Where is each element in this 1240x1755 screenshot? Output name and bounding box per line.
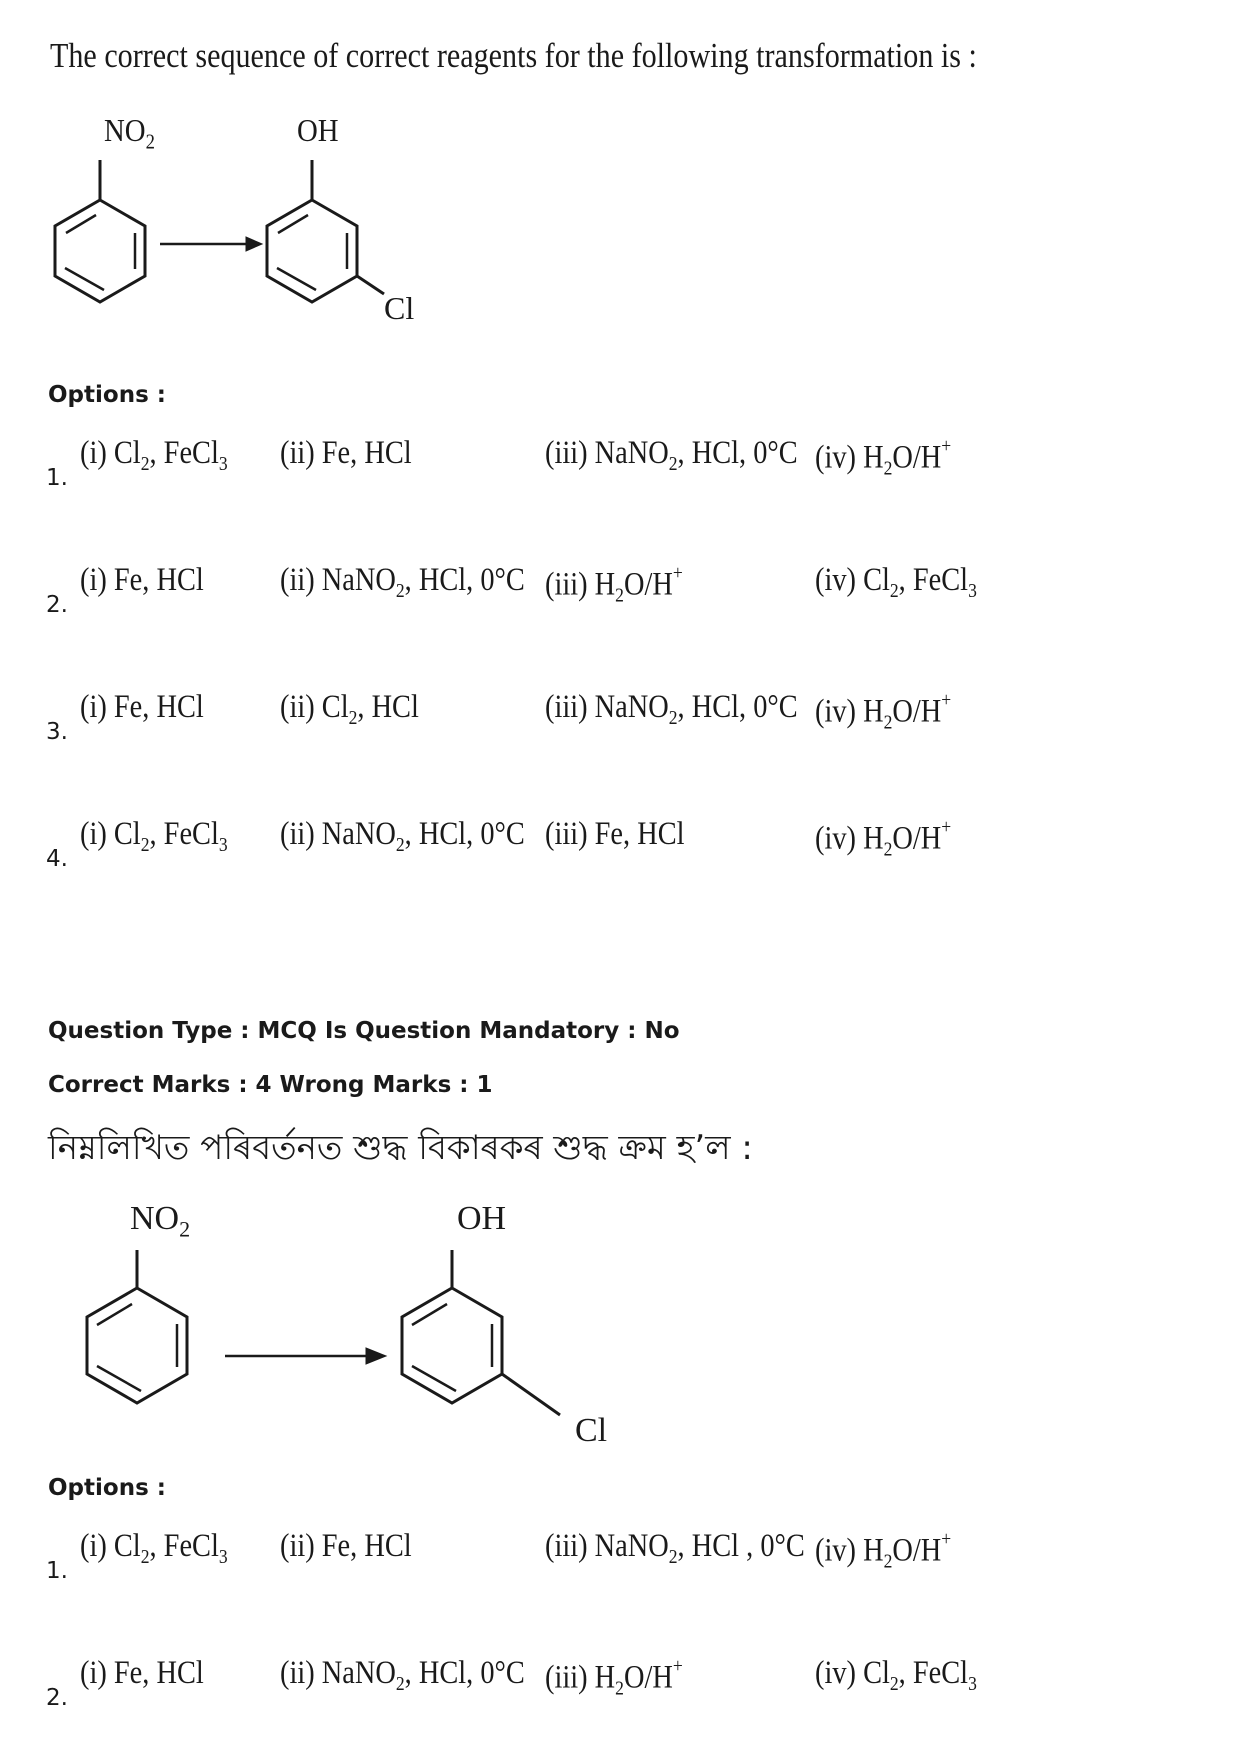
subscript: 2 — [883, 457, 893, 480]
subscript: 2 — [883, 838, 893, 861]
reagent-iv: (iv) $H_2O/H^+$ — [815, 1528, 952, 1573]
option-number: 1. — [46, 465, 68, 491]
subscript: 3 — [218, 453, 228, 476]
subscript: 2 — [140, 834, 150, 857]
reagent-ii: (ii) $Cl_2$, HCl — [280, 689, 419, 730]
product-group-label: OH — [457, 1200, 507, 1237]
marks-line: Correct Marks : 4 Wrong Marks : 1 — [48, 1072, 493, 1098]
subscript: 2 — [615, 584, 624, 607]
superscript: + — [941, 435, 952, 457]
reagent-iv: (iv) $Cl_2$, FeCl$_3$ — [815, 1655, 977, 1696]
superscript: + — [672, 562, 683, 584]
options-label-as: Options : — [48, 1475, 166, 1501]
options-label-en: Options : — [48, 382, 166, 408]
reagent-iii: (iii) Fe, HCl — [545, 816, 685, 852]
option-number: 4. — [46, 846, 68, 872]
reagent-iii: (iii) $H_2O/H^+$ — [545, 562, 683, 607]
subscript: 2 — [668, 707, 678, 730]
reagent-iii: (iii) NaNO$_2$, HCl, 0°C — [545, 689, 798, 730]
option-number: 2. — [46, 592, 68, 618]
option-number: 2. — [46, 1685, 68, 1711]
superscript: + — [672, 1655, 683, 1677]
product-substituent-label: Cl — [575, 1412, 608, 1449]
reagent-i: (i) Fe, HCl — [80, 562, 204, 598]
reagent-ii: (ii) NaNO$_2$, HCl, 0°C — [280, 562, 525, 603]
option-row-as-2[interactable] — [0, 1655, 1000, 1725]
superscript: + — [941, 816, 952, 838]
reagent-iii: (iii) NaNO$_2$, HCl, 0°C — [545, 435, 798, 476]
option-row-as-1[interactable] — [0, 1528, 1000, 1598]
subscript: 2 — [395, 834, 405, 857]
subscript: 3 — [968, 1673, 977, 1696]
subscript: 2 — [615, 1677, 624, 1700]
option-number: 1. — [46, 1558, 68, 1584]
reagent-ii: (ii) Fe, HCl — [280, 1528, 412, 1564]
reagent-i: (i) $Cl_2$, FeCl$_3$ — [80, 1528, 228, 1569]
reagent-i: (i) Fe, HCl — [80, 1655, 204, 1691]
question-text-en: The correct sequence of correct reagents for the following transformation is : — [50, 36, 977, 75]
reagent-ii: (ii) NaNO$_2$, HCl, 0°C — [280, 816, 525, 857]
reagent-iv: (iv) $H_2O/H^+$ — [815, 435, 952, 480]
subscript: 2 — [889, 1673, 899, 1696]
reagent-iii: (iii) NaNO$_2$, HCl , 0°C — [545, 1528, 805, 1569]
reactant-group-label: $NO_2$ — [104, 112, 155, 154]
subscript: 2 — [668, 453, 678, 476]
product-group-label: OH — [297, 112, 339, 148]
subscript: 2 — [348, 707, 358, 730]
question-type-line: Question Type : MCQ Is Question Mandatory : No — [48, 1018, 680, 1044]
reagent-i: (i) $Cl_2$, FeCl$_3$ — [80, 435, 228, 476]
reagent-iv: (iv) $H_2O/H^+$ — [815, 816, 952, 861]
question-text-as: নিম্নলিখিত পৰিবৰ্তনত শুদ্ধ বিকাৰকৰ শুদ্ধ ক্ৰম হ’ল : — [48, 1128, 753, 1168]
subscript: 2 — [395, 580, 405, 603]
reagent-iv: (iv) $Cl_2$, FeCl$_3$ — [815, 562, 977, 603]
subscript: 3 — [218, 834, 228, 857]
reagent-ii: (ii) NaNO$_2$, HCl, 0°C — [280, 1655, 525, 1696]
superscript: + — [941, 689, 952, 711]
subscript: 3 — [968, 580, 977, 603]
superscript: + — [941, 1528, 952, 1550]
reagent-iv: (iv) $H_2O/H^+$ — [815, 689, 952, 734]
subscript: 2 — [668, 1546, 678, 1569]
reagent-iii: (iii) $H_2O/H^+$ — [545, 1655, 683, 1700]
reagent-ii: (ii) Fe, HCl — [280, 435, 412, 471]
option-number: 3. — [46, 719, 68, 745]
subscript: 2 — [889, 580, 899, 603]
subscript: 2 — [140, 1546, 150, 1569]
subscript: 2 — [140, 453, 150, 476]
reagent-i: (i) $Cl_2$, FeCl$_3$ — [80, 816, 228, 857]
subscript: 2 — [883, 1550, 893, 1573]
subscript: 3 — [218, 1546, 228, 1569]
subscript: 2 — [883, 711, 893, 734]
product-substituent-label: Cl — [384, 290, 415, 326]
subscript: 2 — [395, 1673, 405, 1696]
reactant-group-label: $NO_2$ — [130, 1200, 191, 1242]
reagent-i: (i) Fe, HCl — [80, 689, 204, 725]
